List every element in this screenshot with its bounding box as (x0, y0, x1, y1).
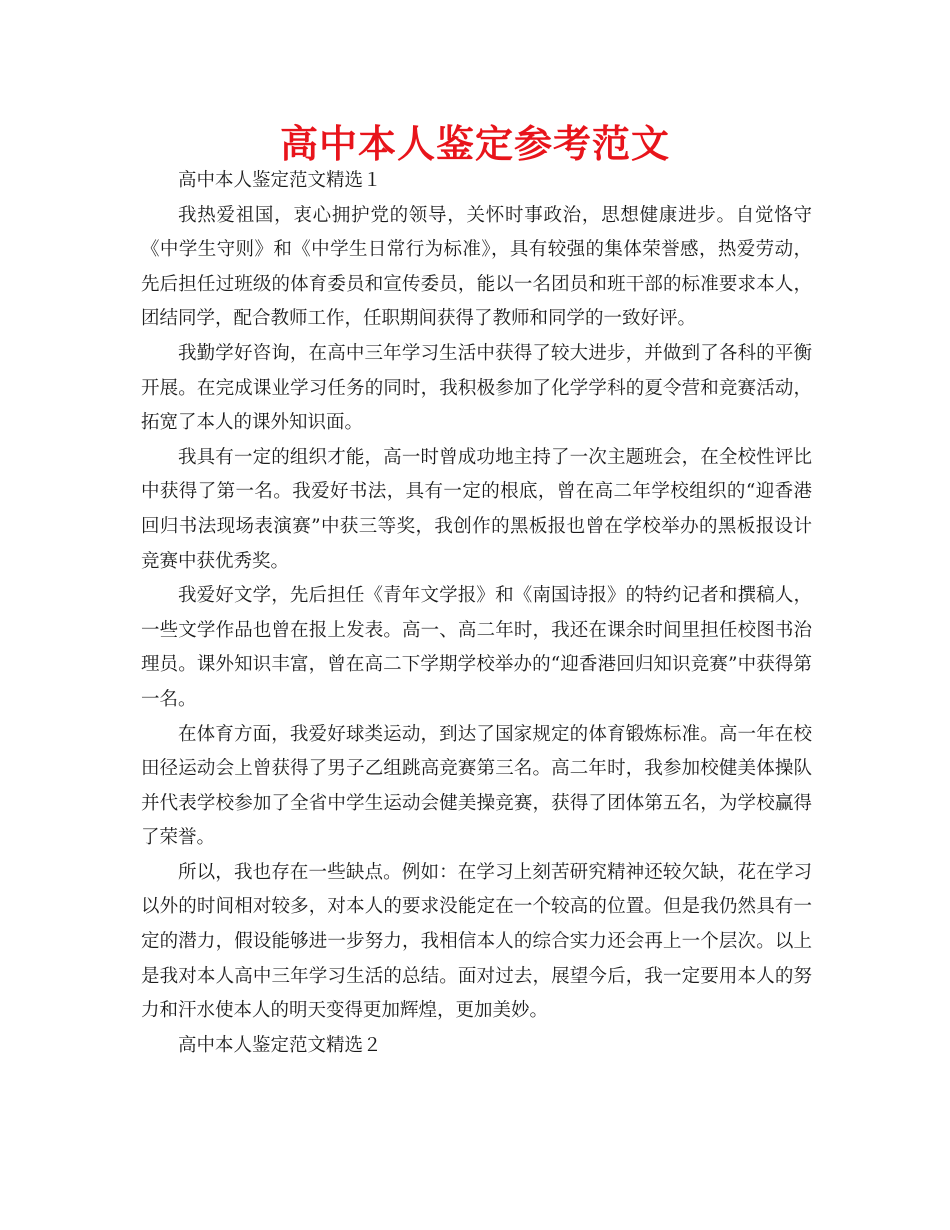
document-title: 高中本人鉴定参考范文 (279, 122, 670, 166)
body-paragraph: 我爱好文学，先后担任《青年文学报》和《南国诗报》的特约记者和撰稿人，一些文学作品也曾在报上发表。高一、高二年时，我还在课余时间里担任校图书治理员。课外知识丰富，曾在高二下学期学校举办的“迎香港回归知识竞赛”中获得第一名。 (141, 585, 812, 710)
body-paragraph: 在体育方面，我爱好球类运动，到达了国家规定的体育锻炼标准。高一年在校田径运动会上曾获得了男子乙组跳高竞赛第三名。高二年时，我参加校健美体操队并代表学校参加了全省中学生运动会健美操竞赛，获得了团体第五名，为学校赢得了荣誉。 (141, 723, 812, 849)
body-paragraph: 我勤学好咨询，在高中三年学习生活中获得了较大进步，并做到了各科的平衡开展。在完成课业学习任务的同时，我积极参加了化学学科的夏令营和竞赛活动，拓宽了本人的课外知识面。 (141, 342, 812, 434)
body-paragraph: 所以，我也存在一些缺点。例如：在学习上刻苦研究精神还较欠缺，花在学习以外的时间相对较多，对本人的要求没能定在一个较高的位置。但是我仍然具有一定的潜力，假设能够进一步努力，我相信本人的综合实力还会再上一个层次。以上是我对本人高中三年学习生活的总结。面对过去，展望今后，我一定要用本人的努力和汗水使本人的明天变得更加辉煌，更加美妙。 (141, 861, 812, 1022)
body-paragraph: 我具有一定的组织才能，高一时曾成功地主持了一次主题班会，在全校性评比中获得了第一名。我爱好书法，具有一定的根底，曾在高二年学校组织的“迎香港回归书法现场表演赛”中获三等奖，我创作的黑板报也曾在学校举办的黑板报设计竞赛中获优秀奖。 (141, 446, 812, 572)
document-body (141, 164, 812, 1063)
body-paragraph: 我热爱祖国，衷心拥护党的领导，关怀时事政治，思想健康进步。自觉恪守《中学生守则》和《中学生日常行为标准》，具有较强的集体荣誉感，热爱劳动，先后担任过班级的体育委员和宣传委员，能以一名团员和班干部的标准要求本人，团结同学，配合教师工作，任职期间获得了教师和同学的一致好评。 (141, 204, 812, 330)
section-heading-1: 高中本人鉴定范文精选１ (178, 170, 382, 191)
section-heading-2: 高中本人鉴定范文精选２ (178, 1034, 382, 1056)
